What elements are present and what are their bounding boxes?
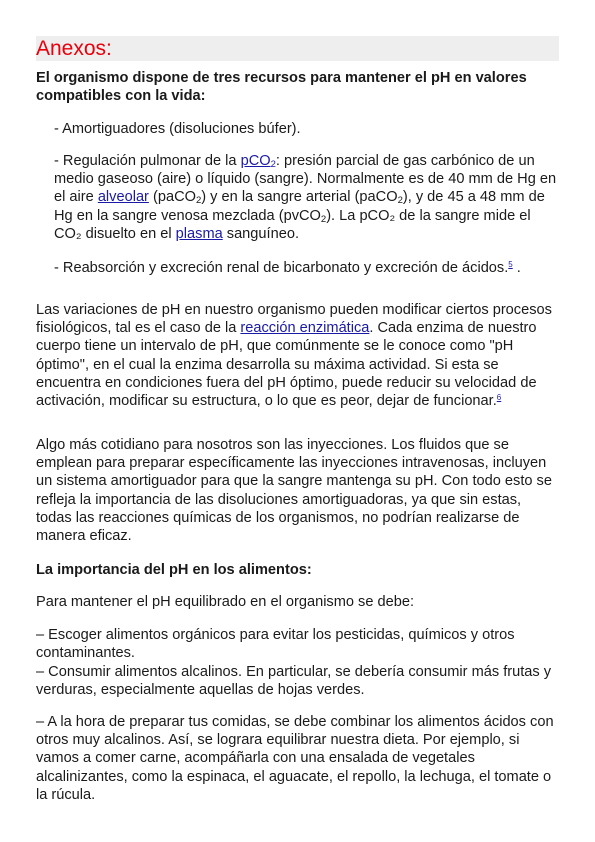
paragraph-injections: Algo más cotidiano para nosotros son las inyecciones. Los fluidos que se emplean para preparar específicamente las inyecciones intravenosas, incluyen un sistema amortiguador para que la sangre mantenga su pH. Con todo esto se refleja la importancia de las disoluciones amortiguadoras, ya que sin estas, todas las reacciones químicas de los organismos, no podrían realizarse de manera eficaz. — [36, 437, 552, 545]
intro-paragraph: El organismo dispone de tres recursos para mantener el pH en valores compatibles con la vida: — [36, 70, 527, 104]
subscript: 2 — [397, 195, 403, 207]
paragraph-organic-foods: – Escoger alimentos orgánicos para evitar los pesticidas, químicos y otros contaminantes. — [36, 627, 515, 662]
text: . Cada enzima de nuestro cuerpo tiene un intervalo de pH, que comúnmente se le conoce como "pH óptimo", en el cual la enzima desarrolla su máxima actividad. Si esta se encuentra en condiciones fuera del pH óptimo, puede reducir su velocidad de activación, modificar su estructura, o lo que es peor, dejar de funcionar. — [36, 320, 537, 410]
reference-link-6[interactable]: 6 — [496, 393, 502, 403]
reference-link-5[interactable]: 5 — [508, 260, 513, 269]
subscript: 2 — [320, 213, 327, 225]
plasma-link[interactable]: plasma — [175, 225, 223, 242]
text: sanguíneo. — [222, 225, 299, 242]
text: ) y en la sangre arterial (paCO — [201, 189, 398, 206]
paragraph-enzymes — [36, 301, 559, 410]
paragraph-combine-foods: – A la hora de preparar tus comidas, se debe combinar los alimentos ácidos con otros muy alcalinos. Así, se lograra equilibrar nuestra dieta. Por ejemplo, si vamos a comer carne, acompáñarla con una ensalada de vegetales alcalinizantes, como la espinaca, el aguacate, el repollo, la lechuga, el tomate o la rúcula. — [36, 714, 554, 803]
section-heading: Anexos: — [36, 37, 112, 60]
text: . — [512, 260, 521, 276]
text: : presión parcial de gas carbónico de un medio gaseoso (aire) o líquido (sangre). Normalmente es de 40 mm de Hg en el aire — [54, 153, 557, 206]
paragraph-balance-intro: Para mantener el pH equilibrado en el organismo se debe: — [36, 594, 415, 610]
enzymatic-reaction-link[interactable]: reacción enzimática — [240, 320, 370, 337]
list-item-renal — [54, 259, 559, 277]
text: - Reabsorción y excreción renal de bicarbonato y excreción de ácidos. — [54, 260, 509, 276]
text: ). La pCO₂ de la sangre mide el CO₂ disuelto en el — [54, 207, 531, 242]
text: Las variaciones de pH en nuestro organismo pueden modificar ciertos procesos fisiológicos, tal es el caso de la — [36, 302, 552, 337]
list-item-pulmonary — [54, 152, 559, 243]
subscript: 2 — [195, 195, 202, 207]
text: (paCO — [148, 189, 196, 206]
text: ), y de 45 a 48 mm de Hg en la sangre venosa mezclada (pvCO — [54, 189, 545, 224]
subheading-food-ph: La importancia del pH en los alimentos: — [36, 562, 312, 578]
text: - Regulación pulmonar de la — [54, 153, 241, 169]
pco2-link[interactable]: pCO$_2$ — [240, 153, 276, 170]
list-item-buffers: - Amortiguadores (disoluciones búfer). — [54, 121, 301, 137]
paragraph-alkaline-foods: – Consumir alimentos alcalinos. En particular, se debería consumir más frutas y verduras, especialmente aquellas de hojas verdes. — [36, 664, 552, 699]
alveolar-link[interactable]: alveolar — [97, 189, 149, 206]
heading-bar — [36, 36, 559, 61]
